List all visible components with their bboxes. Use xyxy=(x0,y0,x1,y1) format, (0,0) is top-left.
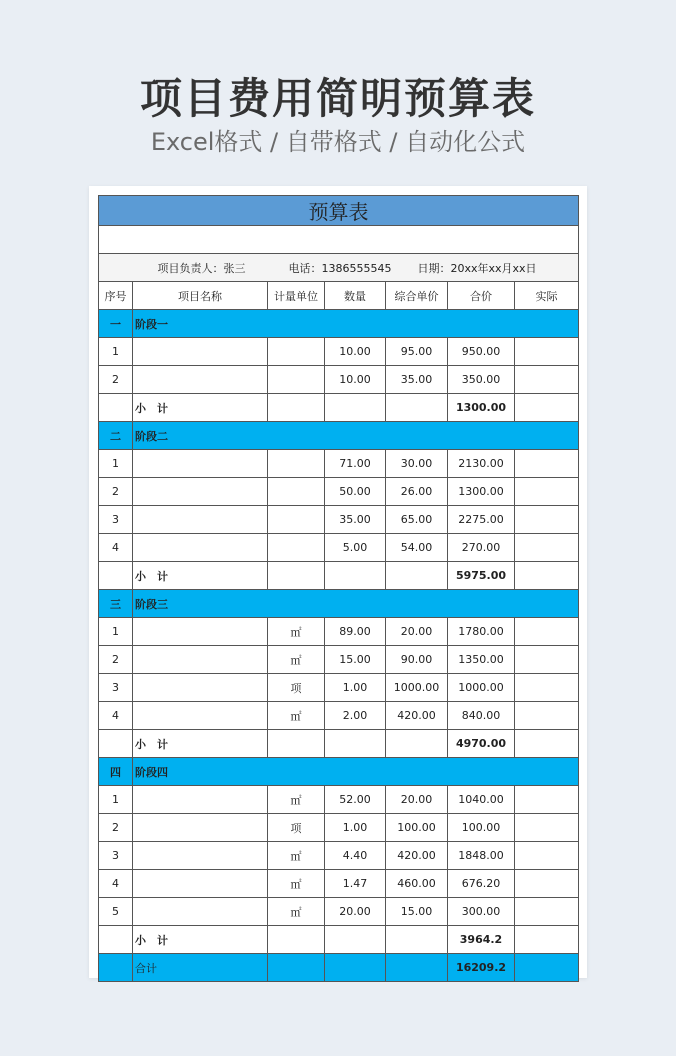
stage-row xyxy=(99,422,579,450)
subtotal-unit[interactable] xyxy=(268,730,325,758)
cell-price[interactable]: 420.00 xyxy=(386,842,448,870)
cell-unit[interactable]: 项 xyxy=(268,674,325,702)
cell-unit[interactable] xyxy=(268,450,325,478)
stage-name[interactable]: 阶段四 xyxy=(133,758,268,786)
cell-unit[interactable] xyxy=(268,786,325,814)
stage-fill[interactable] xyxy=(268,422,579,450)
cell-unit[interactable] xyxy=(268,842,325,870)
cell-qty[interactable]: 50.00 xyxy=(325,478,386,506)
sheet-title: 预算表 xyxy=(99,196,579,226)
cell-no[interactable]: 4 xyxy=(99,870,133,898)
cell-price[interactable]: 460.00 xyxy=(386,870,448,898)
cell-name[interactable] xyxy=(133,842,268,870)
cell-no[interactable]: 3 xyxy=(99,842,133,870)
cell-actual[interactable] xyxy=(515,786,579,814)
cell-total[interactable]: 1300.00 xyxy=(448,478,515,506)
cell-name[interactable] xyxy=(133,450,268,478)
cell-unit[interactable] xyxy=(268,338,325,366)
subtotal-blank[interactable] xyxy=(99,394,133,422)
cell-qty[interactable]: 20.00 xyxy=(325,898,386,926)
cell-qty[interactable]: 2.00 xyxy=(325,702,386,730)
header-qty[interactable]: 数量 xyxy=(325,282,386,310)
cell-price[interactable]: 95.00 xyxy=(386,338,448,366)
cell-actual[interactable] xyxy=(515,870,579,898)
subtotal-row xyxy=(99,730,579,758)
cell-price[interactable]: 100.00 xyxy=(386,814,448,842)
subtotal-label[interactable]: 小 计 xyxy=(133,394,268,422)
table-row xyxy=(99,646,579,674)
cell-qty[interactable]: 1.47 xyxy=(325,870,386,898)
subtotal-value[interactable]: 1300.00 xyxy=(448,394,515,422)
subtotal-label[interactable]: 小 计 xyxy=(133,562,268,590)
cell-total[interactable]: 1000.00 xyxy=(448,674,515,702)
cell-actual[interactable] xyxy=(515,646,579,674)
cell-actual[interactable] xyxy=(515,506,579,534)
table-row xyxy=(99,450,579,478)
cell-total[interactable]: 1848.00 xyxy=(448,842,515,870)
cell-price[interactable]: 420.00 xyxy=(386,702,448,730)
info-cell[interactable] xyxy=(99,254,579,282)
subtotal-qty[interactable] xyxy=(325,394,386,422)
cell-no[interactable]: 2 xyxy=(99,478,133,506)
cell-name[interactable] xyxy=(133,338,268,366)
subtotal-price[interactable] xyxy=(386,926,448,954)
stage-row xyxy=(99,310,579,338)
total-blank[interactable] xyxy=(99,954,133,982)
cell-price[interactable]: 35.00 xyxy=(386,366,448,394)
stage-fill[interactable] xyxy=(268,590,579,618)
subtotal-qty[interactable] xyxy=(325,730,386,758)
cell-price[interactable]: 90.00 xyxy=(386,646,448,674)
table-row xyxy=(99,338,579,366)
sheet-title-row xyxy=(99,196,579,226)
subtotal-blank[interactable] xyxy=(99,926,133,954)
table-row xyxy=(99,366,579,394)
cell-no[interactable]: 2 xyxy=(99,646,133,674)
stage-row xyxy=(99,758,579,786)
subtotal-qty[interactable] xyxy=(325,562,386,590)
cell-price[interactable]: 26.00 xyxy=(386,478,448,506)
cell-price[interactable]: 1000.00 xyxy=(386,674,448,702)
cell-actual[interactable] xyxy=(515,674,579,702)
stage-index[interactable]: 二 xyxy=(99,422,133,450)
total-actual[interactable] xyxy=(515,954,579,982)
subtotal-row xyxy=(99,926,579,954)
cell-price[interactable]: 30.00 xyxy=(386,450,448,478)
subtotal-value[interactable]: 3964.2 xyxy=(448,926,515,954)
subtotal-qty[interactable] xyxy=(325,926,386,954)
cell-no[interactable]: 4 xyxy=(99,702,133,730)
subtotal-price[interactable] xyxy=(386,730,448,758)
cell-actual[interactable] xyxy=(515,366,579,394)
cell-qty[interactable]: 10.00 xyxy=(325,338,386,366)
table-row xyxy=(99,674,579,702)
cell-actual[interactable] xyxy=(515,534,579,562)
cell-actual[interactable] xyxy=(515,702,579,730)
cell-total[interactable]: 2275.00 xyxy=(448,506,515,534)
cell-no[interactable]: 1 xyxy=(99,450,133,478)
phone-info: 电话：1386555545 xyxy=(288,261,392,275)
cell-price[interactable]: 20.00 xyxy=(386,618,448,646)
total-unit[interactable] xyxy=(268,954,325,982)
cell-name[interactable] xyxy=(133,786,268,814)
cell-qty[interactable]: 35.00 xyxy=(325,506,386,534)
cell-actual[interactable] xyxy=(515,478,579,506)
cell-actual[interactable] xyxy=(515,898,579,926)
table-row xyxy=(99,534,579,562)
cell-actual[interactable] xyxy=(515,618,579,646)
table-row xyxy=(99,870,579,898)
cell-unit[interactable]: 项 xyxy=(268,814,325,842)
table-row xyxy=(99,898,579,926)
subtotal-actual[interactable] xyxy=(515,562,579,590)
cell-name[interactable] xyxy=(133,646,268,674)
cell-price[interactable]: 20.00 xyxy=(386,786,448,814)
cell-qty[interactable]: 1.00 xyxy=(325,674,386,702)
header-actual[interactable]: 实际 xyxy=(515,282,579,310)
cell-no[interactable]: 2 xyxy=(99,366,133,394)
subtotal-unit[interactable] xyxy=(268,926,325,954)
info-row xyxy=(99,254,579,282)
unit-text: ㎡ xyxy=(290,793,302,807)
cell-total[interactable]: 676.20 xyxy=(448,870,515,898)
cell-qty[interactable]: 89.00 xyxy=(325,618,386,646)
cell-name[interactable] xyxy=(133,534,268,562)
subtotal-price[interactable] xyxy=(386,394,448,422)
stage-row xyxy=(99,590,579,618)
stage-fill[interactable] xyxy=(268,758,579,786)
header-total[interactable]: 合价 xyxy=(448,282,515,310)
cell-unit[interactable] xyxy=(268,506,325,534)
page-title: 项目费用简明预算表 xyxy=(139,74,536,123)
cell-name[interactable] xyxy=(133,898,268,926)
cell-no[interactable]: 1 xyxy=(99,618,133,646)
stage-index[interactable]: 三 xyxy=(99,590,133,618)
grand-total-row xyxy=(99,954,579,982)
cell-total[interactable]: 350.00 xyxy=(448,366,515,394)
cell-qty[interactable]: 15.00 xyxy=(325,646,386,674)
header-row xyxy=(99,282,579,310)
unit-text: ㎡ xyxy=(290,709,302,723)
cell-unit[interactable] xyxy=(268,618,325,646)
stage-name[interactable]: 阶段一 xyxy=(133,310,268,338)
spreadsheet-preview xyxy=(89,186,587,978)
total-qty[interactable] xyxy=(325,954,386,982)
cell-name[interactable] xyxy=(133,674,268,702)
cell-unit[interactable] xyxy=(268,898,325,926)
stage-fill[interactable] xyxy=(268,310,579,338)
table-row xyxy=(99,786,579,814)
cell-unit[interactable] xyxy=(268,702,325,730)
subtotal-unit[interactable] xyxy=(268,394,325,422)
cell-actual[interactable] xyxy=(515,814,579,842)
cell-no[interactable]: 3 xyxy=(99,674,133,702)
total-price[interactable] xyxy=(386,954,448,982)
cell-unit[interactable] xyxy=(268,870,325,898)
cell-unit[interactable] xyxy=(268,478,325,506)
table-row xyxy=(99,618,579,646)
cell-qty[interactable]: 5.00 xyxy=(325,534,386,562)
subtotal-blank[interactable] xyxy=(99,730,133,758)
table-row xyxy=(99,506,579,534)
subtotal-unit[interactable] xyxy=(268,562,325,590)
blank-row xyxy=(99,226,579,254)
table-row xyxy=(99,842,579,870)
cell-total[interactable]: 950.00 xyxy=(448,338,515,366)
cell-unit[interactable] xyxy=(268,646,325,674)
subtotal-actual[interactable] xyxy=(515,394,579,422)
cell-price[interactable]: 15.00 xyxy=(386,898,448,926)
date-info: 日期：20xx年xx月xx日 xyxy=(417,261,537,275)
subtotal-actual[interactable] xyxy=(515,730,579,758)
cell-actual[interactable] xyxy=(515,338,579,366)
grand-total-label[interactable]: 合计 xyxy=(133,954,268,982)
cell-name[interactable] xyxy=(133,702,268,730)
header-price[interactable]: 综合单价 xyxy=(386,282,448,310)
cell-total[interactable]: 2130.00 xyxy=(448,450,515,478)
cell-name[interactable] xyxy=(133,618,268,646)
blank-cell[interactable] xyxy=(99,226,579,254)
cell-qty[interactable]: 1.00 xyxy=(325,814,386,842)
cell-name[interactable] xyxy=(133,506,268,534)
subtotal-blank[interactable] xyxy=(99,562,133,590)
stage-name[interactable]: 阶段三 xyxy=(133,590,268,618)
cell-qty[interactable]: 10.00 xyxy=(325,366,386,394)
subtotal-label[interactable]: 小 计 xyxy=(133,730,268,758)
budget-table xyxy=(98,195,579,982)
cell-total[interactable]: 100.00 xyxy=(448,814,515,842)
stage-index[interactable]: 一 xyxy=(99,310,133,338)
cell-name[interactable] xyxy=(133,478,268,506)
cell-no[interactable]: 3 xyxy=(99,506,133,534)
subtotal-value[interactable]: 4970.00 xyxy=(448,730,515,758)
cell-total[interactable]: 1780.00 xyxy=(448,618,515,646)
cell-total[interactable]: 1350.00 xyxy=(448,646,515,674)
cell-unit[interactable] xyxy=(268,366,325,394)
stage-index[interactable]: 四 xyxy=(99,758,133,786)
cell-unit[interactable] xyxy=(268,534,325,562)
cell-total[interactable]: 1040.00 xyxy=(448,786,515,814)
cell-actual[interactable] xyxy=(515,842,579,870)
cell-no[interactable]: 5 xyxy=(99,898,133,926)
subtotal-price[interactable] xyxy=(386,562,448,590)
stage-name[interactable]: 阶段二 xyxy=(133,422,268,450)
cell-price[interactable]: 65.00 xyxy=(386,506,448,534)
subtotal-row xyxy=(99,562,579,590)
cell-total[interactable]: 300.00 xyxy=(448,898,515,926)
unit-text: ㎡ xyxy=(290,849,302,863)
cell-total[interactable]: 270.00 xyxy=(448,534,515,562)
cell-name[interactable] xyxy=(133,814,268,842)
table-row xyxy=(99,814,579,842)
cell-no[interactable]: 1 xyxy=(99,786,133,814)
subtotal-value[interactable]: 5975.00 xyxy=(448,562,515,590)
unit-text: ㎡ xyxy=(290,905,302,919)
cell-no[interactable]: 2 xyxy=(99,814,133,842)
manager-info: 项目负责人：张三 xyxy=(157,261,246,275)
header-unit[interactable]: 计量单位 xyxy=(268,282,325,310)
unit-text: ㎡ xyxy=(290,653,302,667)
cell-actual[interactable] xyxy=(515,450,579,478)
cell-price[interactable]: 54.00 xyxy=(386,534,448,562)
table-row xyxy=(99,702,579,730)
cell-no[interactable]: 4 xyxy=(99,534,133,562)
cell-total[interactable]: 840.00 xyxy=(448,702,515,730)
header-no[interactable]: 序号 xyxy=(99,282,133,310)
header-name[interactable]: 项目名称 xyxy=(133,282,268,310)
page-subtitle: Excel格式 / 自带格式 / 自动化公式 xyxy=(150,128,526,156)
table-row xyxy=(99,478,579,506)
cell-qty[interactable]: 71.00 xyxy=(325,450,386,478)
grand-total-value[interactable]: 16209.2 xyxy=(448,954,515,982)
unit-text: ㎡ xyxy=(290,625,302,639)
unit-text: ㎡ xyxy=(290,877,302,891)
cell-no[interactable]: 1 xyxy=(99,338,133,366)
subtotal-label[interactable]: 小 计 xyxy=(133,926,268,954)
subtotal-row xyxy=(99,394,579,422)
cell-qty[interactable]: 4.40 xyxy=(325,842,386,870)
subtotal-actual[interactable] xyxy=(515,926,579,954)
cell-name[interactable] xyxy=(133,366,268,394)
cell-name[interactable] xyxy=(133,870,268,898)
cell-qty[interactable]: 52.00 xyxy=(325,786,386,814)
